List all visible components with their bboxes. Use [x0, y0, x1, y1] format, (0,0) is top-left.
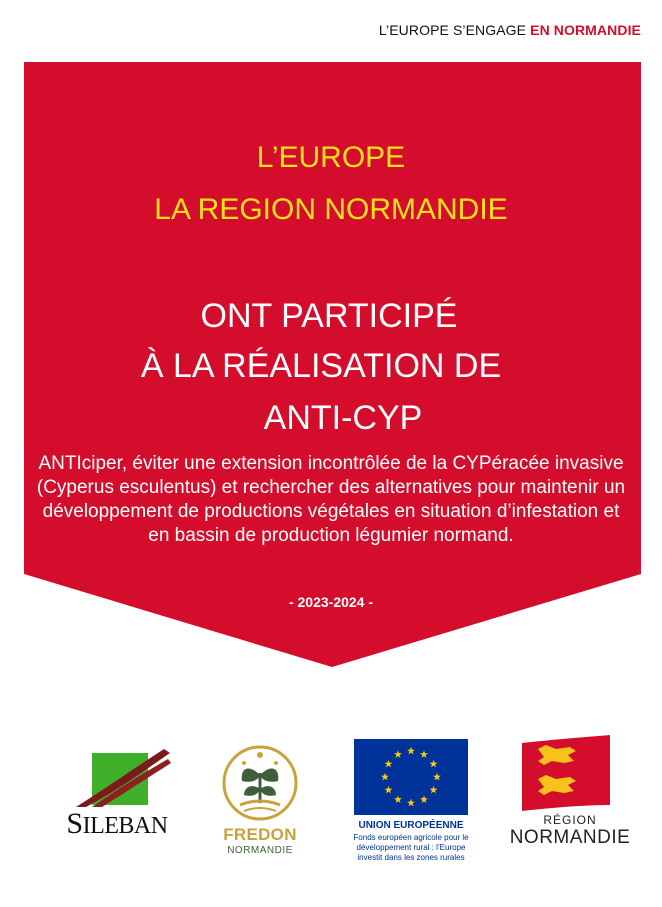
eu-title: UNION EUROPÉENNE: [358, 820, 464, 831]
project-name: ANTI-CYP: [263, 399, 423, 437]
sileban-initial: S: [66, 807, 83, 840]
normandy-lions-icon: [498, 735, 642, 813]
eu-logo: [350, 737, 472, 877]
eu-fund-text: Fonds européen agricole pour le développement rural : l’Europe investit dans les zones rurales: [353, 833, 469, 862]
sileban-logo: [56, 745, 178, 845]
region-label: RÉGION: [543, 813, 597, 827]
header-prefix: L’EUROPE S’ENGAGE: [378, 22, 527, 38]
project-description: ANTIciper, éviter une extension incontrôlée de la CYPéracée invasive (Cyperus esculentus) et rechercher des alternatives pour maintenir un développement de productions végétales en situation d’infestation et en bassin de production légumier normand.: [36, 453, 626, 546]
sileban-wordmark: [56, 807, 178, 841]
banner-line-participated: ONT PARTICIPÉ: [200, 297, 458, 335]
region-normandie-logo: [498, 735, 642, 850]
region-name: NORMANDIE: [509, 827, 631, 848]
eu-flag-icon: [350, 737, 472, 817]
sileban-rest: ILEBAN: [82, 813, 168, 839]
banner-line-europe: L’EUROPE: [256, 141, 406, 174]
fredon-logo: [214, 745, 306, 860]
project-years: - 2023-2024 -: [288, 594, 374, 610]
fredon-plant-icon: [214, 745, 306, 825]
fredon-name: FREDON: [223, 825, 297, 844]
fredon-sub: NORMANDIE: [227, 845, 293, 856]
header-accent: EN NORMANDIE: [530, 22, 641, 38]
sileban-emblem: [56, 745, 178, 807]
banner-line-realisation: À LA RÉALISATION DE: [140, 347, 502, 385]
header-tagline: [379, 22, 641, 38]
banner-line-region: LA REGION NORMANDIE: [154, 193, 508, 226]
